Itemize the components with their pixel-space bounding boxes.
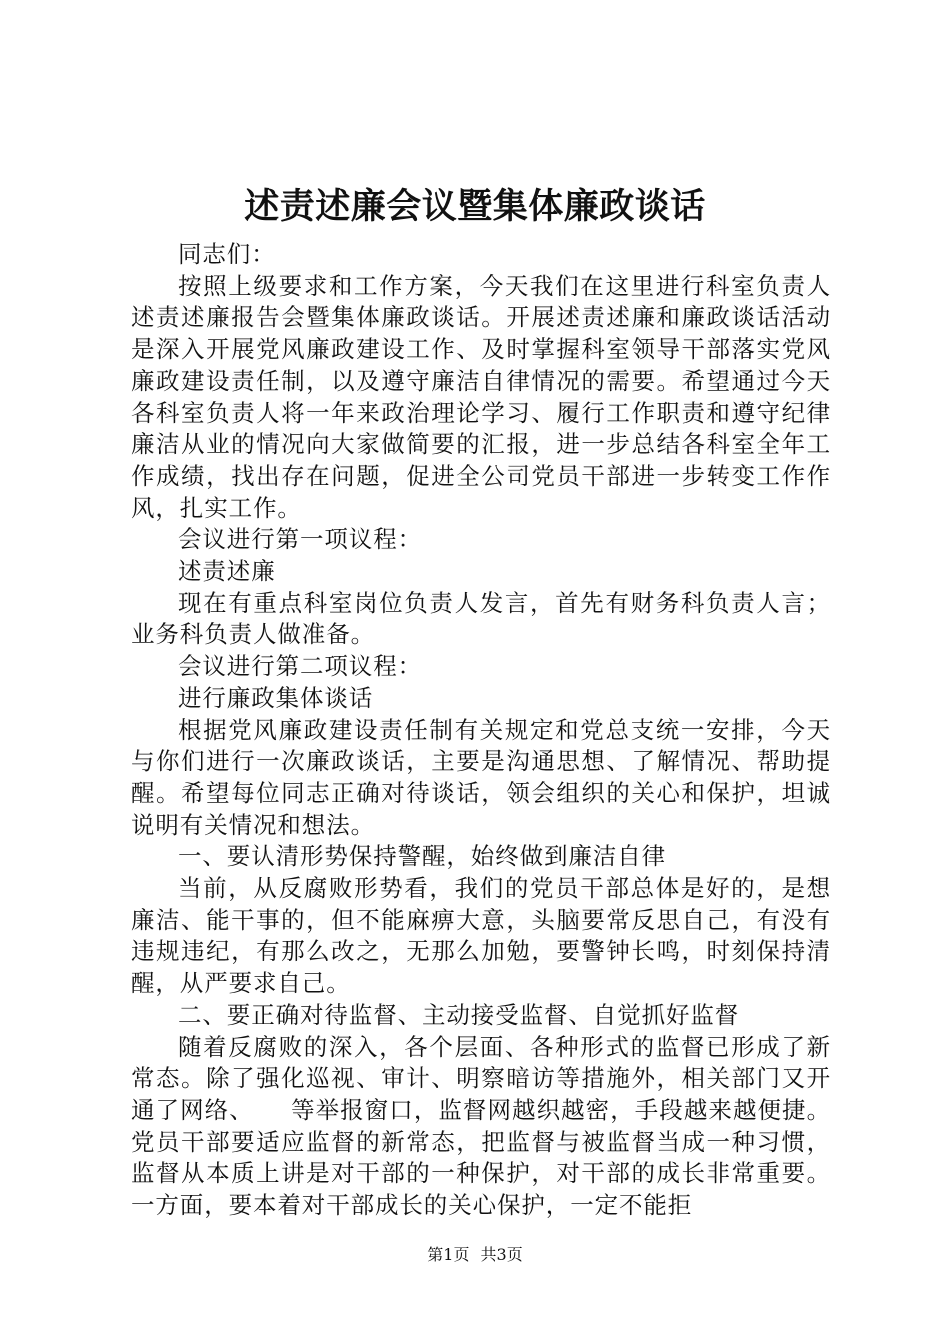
- greeting: 同志们：: [178, 240, 276, 268]
- agenda-item-2-title: 进行廉政集体谈话: [178, 683, 374, 712]
- section-heading-2: 二、要正确对待监督、主动接受监督、自觉抓好监督: [178, 1000, 740, 1029]
- page-number: 第1页: [427, 1245, 470, 1264]
- page-footer: [0, 1244, 950, 1266]
- agenda-item-1-title: 述责述廉: [178, 557, 276, 586]
- section-heading-1: 一、要认清形势保持警醒，始终做到廉洁自律: [178, 842, 666, 871]
- paragraph-intro: 按照上级要求和工作方案，今天我们在这里进行科室负责人述责述廉报告会暨集体廉政谈话。开展述责述廉和廉政谈话活动是深入开展党风廉政建设工作、及时掌握科室领导干部落实党风廉政建设责任制，以及遵守廉洁自律情况的需要。希望通过今天各科室负责人将一年来政治理论学习、履行工作职责和遵守纪律廉洁从业的情况向大家做简要的汇报，进一步总结各科室全年工作成绩，找出存在问题，促进全公司党员干部进一步转变工作作风，扎实工作。: [131, 271, 831, 522]
- agenda-item-1: 会议进行第一项议程：: [178, 525, 422, 554]
- agenda-item-2: 会议进行第二项议程：: [178, 652, 422, 681]
- paragraph-talk-intro: 根据党风廉政建设责任制有关规定和党总支统一安排，今天与你们进行一次廉政谈话，主要是沟通思想、了解情况、帮助提醒。希望每位同志正确对待谈话，领会组织的关心和保护，坦诚说明有关情况和想法。: [131, 715, 831, 839]
- paragraph-section-2: 随着反腐败的深入，各个层面、各种形式的监督已形成了新常态。除了强化巡视、审计、明察暗访等措施外，相关部门又开通了网络、 等举报窗口，监督网越织越密，手段越来越便捷。党员干部要适应监督的新常态，把监督与被监督当成一种习惯，监督从本质上讲是对干部的一种保护，对干部的成长非常重要。一方面，要本着对干部成长的关心保护，一定不能拒: [131, 1032, 831, 1220]
- paragraph-section-1: 当前，从反腐败形势看，我们的党员干部总体是好的，是想廉洁、能干事的，但不能麻痹大意，头脑要常反思自己，有没有违规违纪，有那么改之，无那么加勉，要警钟长鸣，时刻保持清醒，从严要求自己。: [131, 874, 831, 998]
- page-total: 共3页: [480, 1245, 523, 1264]
- document-title: 述责述廉会议暨集体廉政谈话: [244, 187, 706, 227]
- document-body: [131, 239, 831, 1222]
- paragraph-speakers: 现在有重点科室岗位负责人发言，首先有财务科负责人言；业务科负责人做准备。: [131, 588, 831, 649]
